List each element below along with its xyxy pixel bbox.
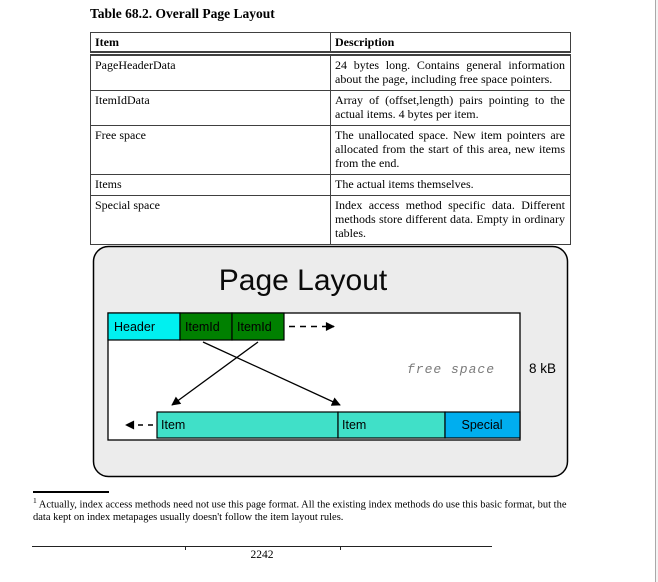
footnote: [33, 495, 573, 524]
description-cell: Index access method specific data. Different methods store different data. Empty in ordinary tables.: [331, 196, 571, 245]
item-block-1-label: Item: [161, 418, 186, 432]
table-row: [91, 54, 571, 91]
header-block-label: Header: [114, 320, 155, 334]
item-cell: Free space: [91, 126, 331, 175]
table-header-row: [91, 33, 571, 54]
footer-rule-tick: [340, 546, 341, 550]
footer-rule-tick: [185, 546, 186, 550]
diagram-title: Page Layout: [218, 264, 388, 297]
description-cell: The unallocated space. New item pointers are allocated from the start of this area, new items from the end.: [331, 126, 571, 175]
itemid-block-1-label: ItemId: [185, 320, 220, 334]
table-row: [91, 175, 571, 196]
item-cell: PageHeaderData: [91, 54, 331, 91]
column-header-item: Item: [91, 33, 331, 54]
table-row: [91, 91, 571, 126]
special-block-label: Special: [461, 418, 503, 432]
description-cell: 24 bytes long. Contains general information about the page, including free space pointers.: [331, 54, 571, 91]
item-cell: Items: [91, 175, 331, 196]
item-cell: ItemIdData: [91, 91, 331, 126]
table-row: [91, 126, 571, 175]
footnote-marker: 1: [33, 496, 37, 505]
item-block-2-label: Item: [342, 418, 367, 432]
itemid-block-2-label: ItemId: [237, 320, 272, 334]
footnote-separator: [33, 491, 109, 493]
table-row: [91, 196, 571, 245]
overall-page-layout-table: [90, 32, 571, 245]
page-number: 2242: [250, 549, 274, 561]
item-cell: Special space: [91, 196, 331, 245]
footer-rule: [32, 546, 492, 547]
description-cell: Array of (offset,length) pairs pointing to the actual items. 4 bytes per item.: [331, 91, 571, 126]
page-title: Table 68.2. Overall Page Layout: [90, 6, 275, 21]
size-label: 8 kB: [529, 361, 557, 376]
free-space-label: free space: [407, 362, 496, 377]
page-layout-diagram: [92, 245, 569, 478]
description-cell: The actual items themselves.: [331, 175, 571, 196]
column-header-description: Description: [331, 33, 571, 54]
footnote-text: Actually, index access methods need not use this page format. All the existing index methods do use this basic format, but the data kept on index metapages usually doesn't follow the item layout rules.: [33, 499, 567, 523]
